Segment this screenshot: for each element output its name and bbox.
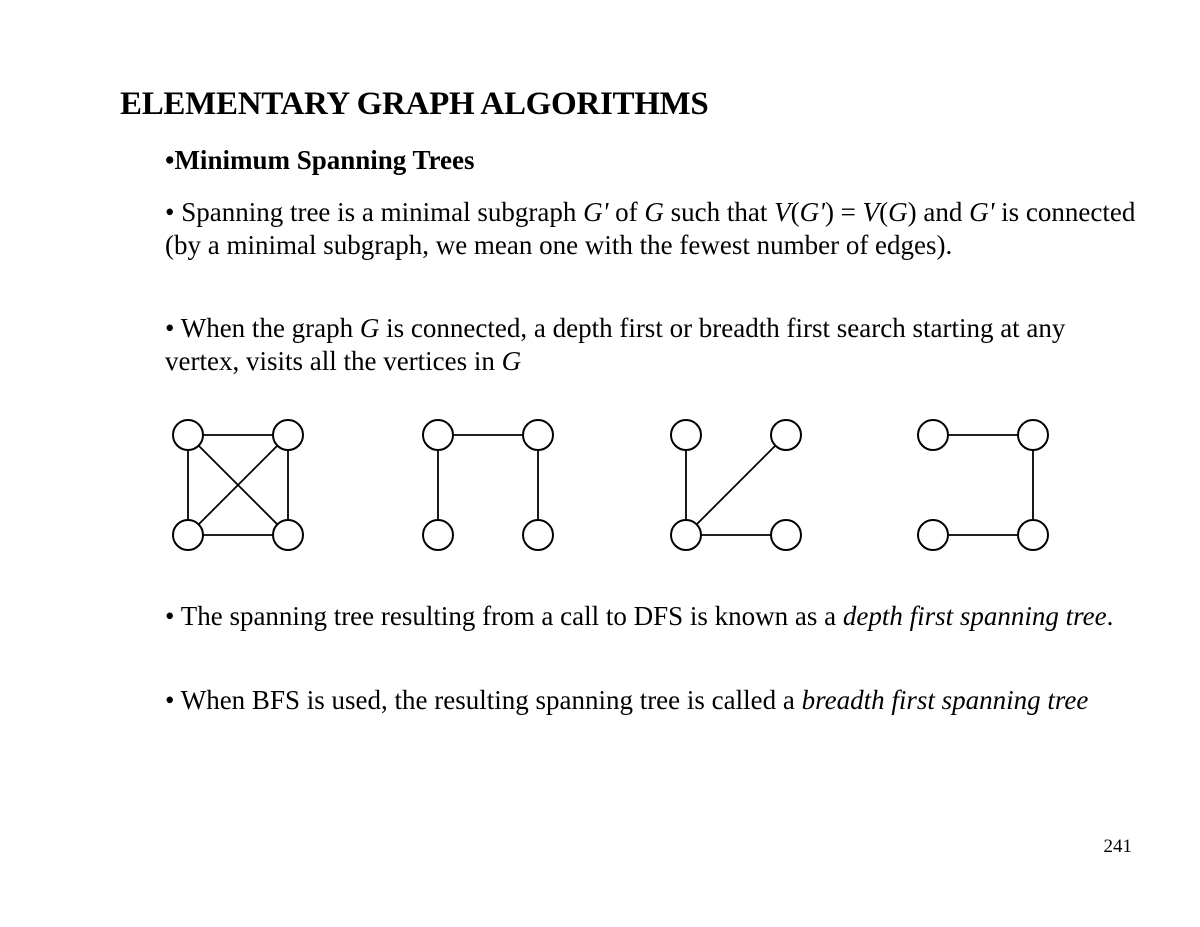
text-run: is connected, a depth first or breadth first search starting at any vertex, visits all the vertices in	[165, 313, 1066, 376]
slide-title: ELEMENTARY GRAPH ALGORITHMS	[120, 86, 709, 122]
math-var: V	[774, 197, 791, 227]
emphasis-term: depth first spanning tree	[842, 601, 1107, 631]
text-run: When BFS is used, the resulting spanning tree is called a	[180, 685, 802, 715]
graph-figures	[0, 400, 1200, 570]
math-var: G'	[969, 197, 995, 227]
graph-vertex	[523, 520, 553, 550]
text-run: When the graph	[180, 313, 360, 343]
text-run: .	[1106, 601, 1114, 631]
math-var: V	[862, 197, 880, 227]
text-run: The spanning tree resulting from a call to DFS is known as a	[180, 601, 843, 631]
spanning-tree-1	[423, 420, 553, 550]
text-run: of	[608, 197, 645, 227]
graph-edge	[686, 435, 786, 535]
text-run: such that	[663, 197, 775, 227]
paragraph-connected-search	[165, 312, 1140, 378]
graph-vertex	[1018, 420, 1048, 450]
text-run: (	[879, 197, 889, 227]
graph-vertex	[273, 520, 303, 550]
graph-vertex	[1018, 520, 1048, 550]
graph-vertex	[771, 520, 801, 550]
math-var: G	[359, 313, 380, 343]
text-run: (	[790, 197, 800, 227]
math-var: G	[644, 197, 664, 227]
graph-vertex	[173, 420, 203, 450]
bullet: •	[165, 601, 181, 631]
math-var: G'	[583, 197, 609, 227]
paragraph-spanning-tree-definition	[165, 196, 1140, 262]
spanning-tree-2	[671, 420, 801, 550]
emphasis-term: breadth first spanning tree	[801, 685, 1089, 715]
graph-vertex	[918, 420, 948, 450]
math-var: G	[501, 346, 522, 376]
graph-figures-svg	[0, 400, 1200, 570]
graph-vertex	[423, 520, 453, 550]
graph-vertex	[273, 420, 303, 450]
paragraph-dfs-tree	[165, 600, 1140, 633]
bullet: •	[165, 313, 181, 343]
spanning-tree-3	[918, 420, 1048, 550]
bullet: •	[165, 197, 182, 227]
graph-vertex	[771, 420, 801, 450]
bullet: •	[165, 685, 181, 715]
graph-vertex	[423, 420, 453, 450]
text-run: ) and	[907, 197, 970, 227]
graph-vertex	[918, 520, 948, 550]
paragraph-bfs-tree	[165, 684, 1140, 717]
page-number: 241	[1103, 836, 1132, 857]
complete-graph-k4	[173, 420, 303, 550]
text-run: Spanning tree is a minimal subgraph	[181, 197, 584, 227]
section-heading: •Minimum Spanning Trees	[165, 145, 475, 175]
graph-vertex	[671, 420, 701, 450]
graph-vertex	[671, 520, 701, 550]
graph-vertex	[173, 520, 203, 550]
math-var: G	[888, 197, 908, 227]
text-run: is connected (by a minimal subgraph, we mean one with the fewest number of edges).	[165, 197, 1136, 260]
math-var: G'	[799, 197, 825, 227]
graph-vertex	[523, 420, 553, 450]
text-run: ) =	[824, 197, 863, 227]
